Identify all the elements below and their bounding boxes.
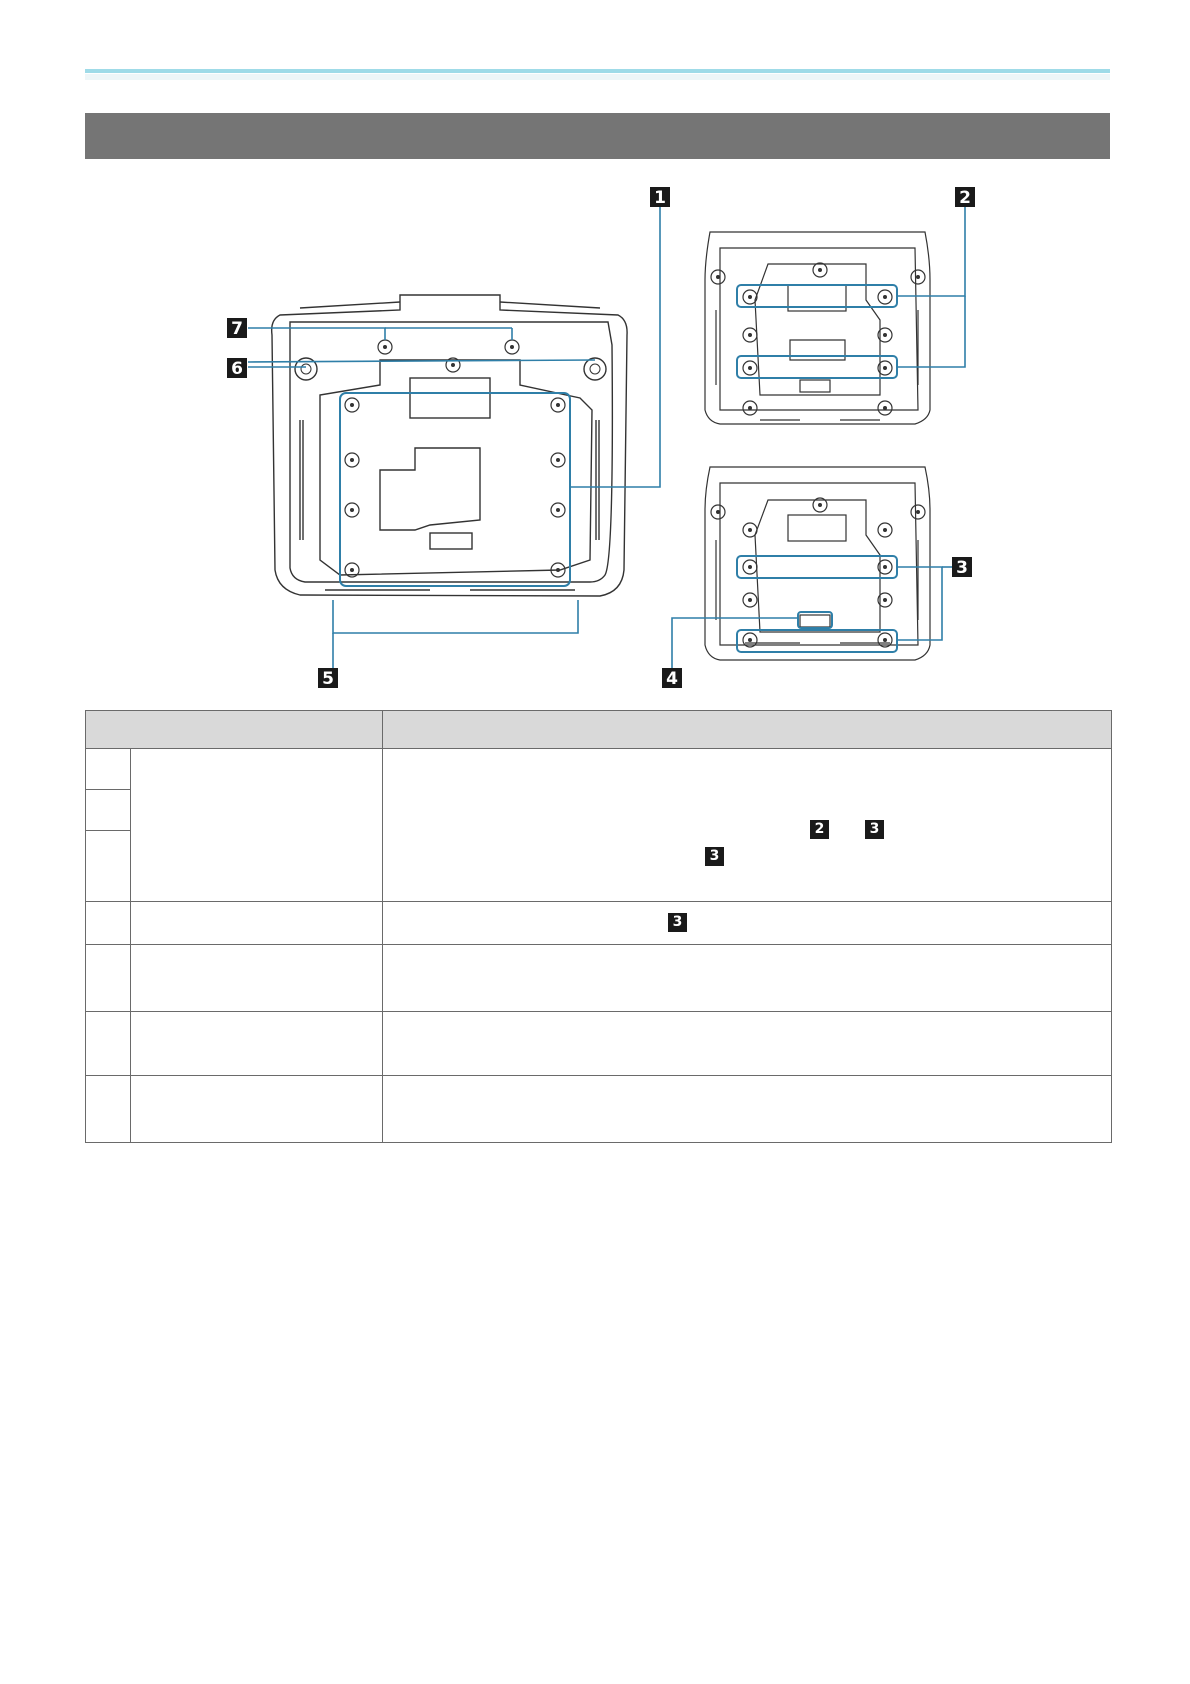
row-function-cell xyxy=(383,945,1112,1012)
row-function-cell xyxy=(383,1076,1112,1143)
row-name-cell xyxy=(131,902,383,945)
row-function-cell xyxy=(383,902,1112,945)
callout-6 xyxy=(227,358,247,379)
main-projector-bottom xyxy=(272,295,627,596)
row-number-cell xyxy=(86,831,131,902)
svg-text:2: 2 xyxy=(959,188,971,208)
table-row xyxy=(86,902,1112,945)
lower-right-screws xyxy=(711,498,925,647)
row-number-cell xyxy=(86,1076,131,1143)
table-row xyxy=(86,945,1112,1012)
callout-3 xyxy=(952,557,972,578)
svg-text:5: 5 xyxy=(322,669,334,689)
row-number-cell xyxy=(86,749,131,790)
highlight-2-lower xyxy=(737,356,897,378)
header-name-cell xyxy=(86,711,383,749)
ref-badge: 3 xyxy=(865,820,884,839)
ref-badge: 2 xyxy=(810,820,829,839)
row-number-cell xyxy=(86,945,131,1012)
leader-2 xyxy=(897,207,965,367)
row-name-cell xyxy=(131,749,383,902)
callout-5 xyxy=(318,668,338,689)
highlight-2-upper xyxy=(737,285,897,307)
svg-text:1: 1 xyxy=(654,188,666,208)
svg-text:3: 3 xyxy=(956,558,968,578)
ref-badge: 3 xyxy=(668,913,687,932)
row-name-cell xyxy=(131,1076,383,1143)
table-row xyxy=(86,1012,1112,1076)
callout-4 xyxy=(662,668,682,689)
table-row xyxy=(86,1076,1112,1143)
svg-text:6: 6 xyxy=(231,359,243,379)
row-function-cell xyxy=(383,1012,1112,1076)
row-function-cell xyxy=(383,749,1112,902)
leader-lines xyxy=(248,205,660,668)
callout-2 xyxy=(955,187,975,208)
row-number-cell xyxy=(86,790,131,831)
callout-7 xyxy=(227,318,247,339)
parts-table xyxy=(85,710,1112,1143)
main-projector-screws xyxy=(295,340,606,577)
projector-bottom-figure xyxy=(0,0,1190,700)
table-row xyxy=(86,749,1112,790)
row-number-cell xyxy=(86,1012,131,1076)
highlight-1 xyxy=(340,393,570,586)
svg-text:4: 4 xyxy=(666,669,678,689)
row-name-cell xyxy=(131,945,383,1012)
highlight-3-upper xyxy=(737,556,897,578)
row-name-cell xyxy=(131,1012,383,1076)
svg-text:7: 7 xyxy=(231,319,243,339)
header-function-cell xyxy=(383,711,1112,749)
highlight-3-lower xyxy=(737,630,897,652)
row-number-cell xyxy=(86,902,131,945)
table-header-row xyxy=(86,711,1112,749)
upper-right-projector xyxy=(705,232,930,424)
ref-badge: 3 xyxy=(705,847,724,866)
callout-1 xyxy=(650,187,670,208)
